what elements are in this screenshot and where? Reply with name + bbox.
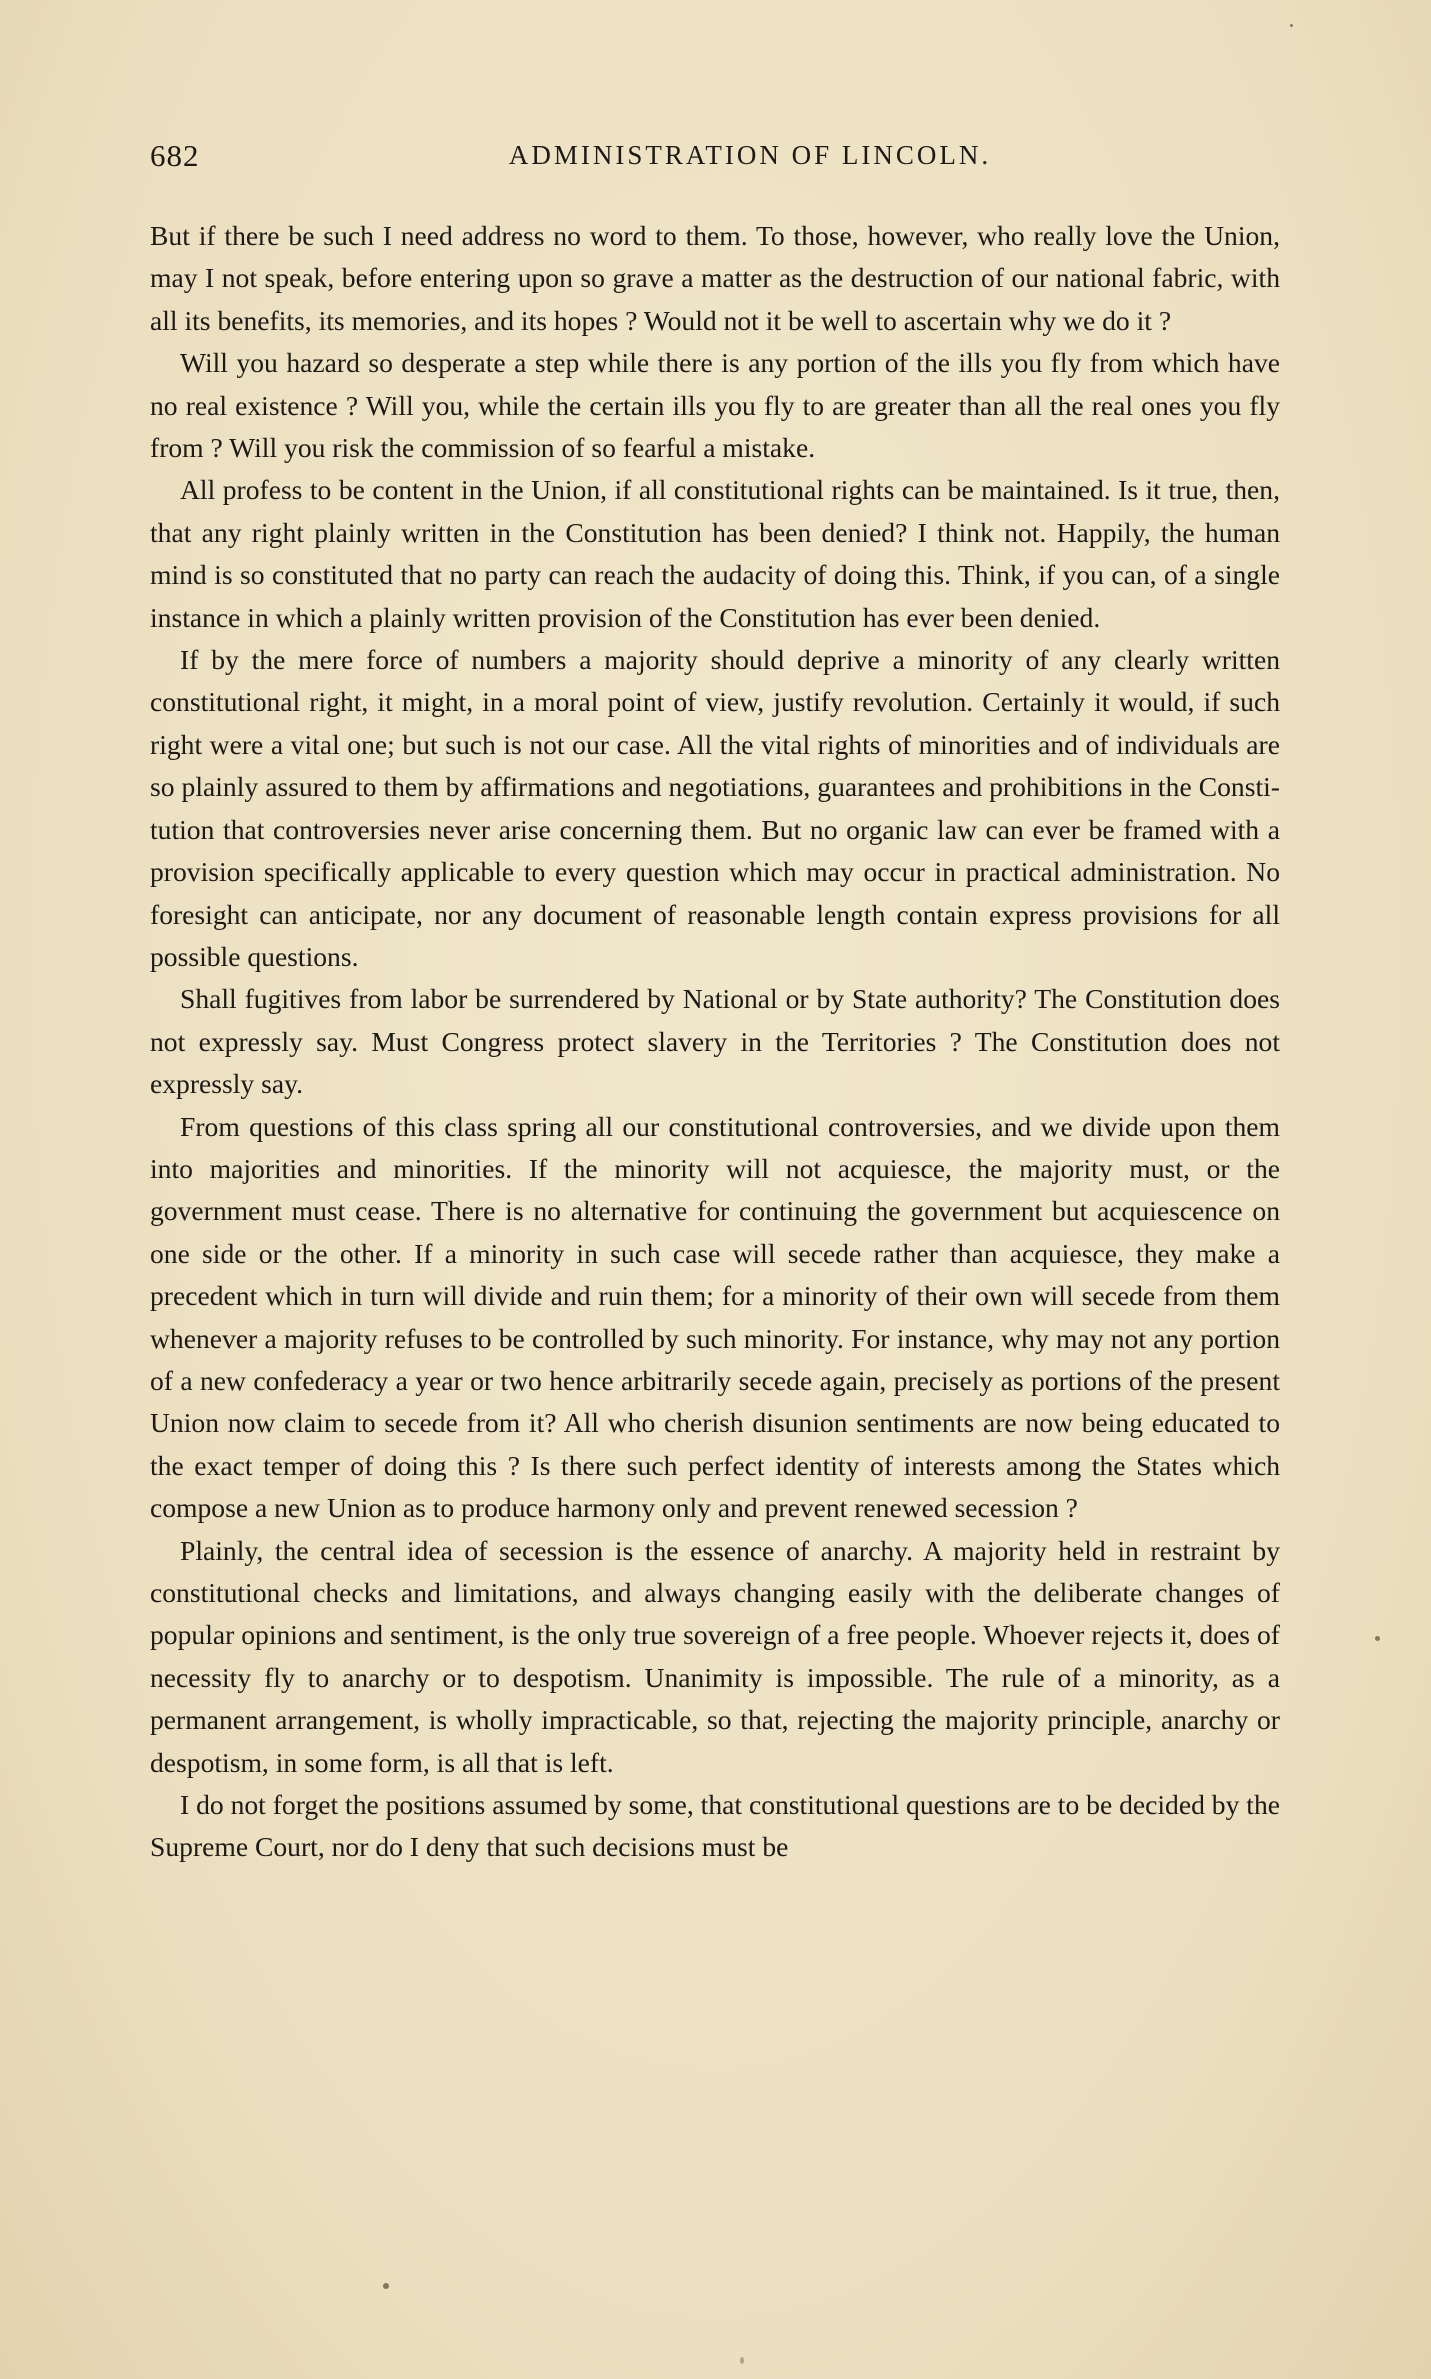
paragraph-4: If by the mere force of numbers a majority should deprive a minority of any clearly written constitutional right, it might, in a moral point of view, justify revolution. Certainly it would, if such right were a vital one; but such is not our case. All the vital rights of minorities and of individuals are so plainly assured to them by affirmations and negotiations, guarantees and prohibitions in the Constitution that controversies never arise concerning them. But no organic law can ever be framed with a provision specifically applicable to every question which may occur in practical administration. No foresight can anticipate, nor any document of reasonable length contain express provisions for all possible questions. [150, 644, 1280, 972]
running-head: ADMINISTRATION OF LINCOLN. [508, 140, 992, 170]
paragraph-3: All profess to be content in the Union, if all constitutional rights can be maintained. Is it true, then, that any right plainly written in the Constitution has been denied? I think not. Happily, the human mind is so constituted that no party can reach the audacity of doing this. Think, if you can, of a single instance in which a plainly written provision of the Constitution has ever been denied. [150, 474, 1280, 633]
body-text [150, 215, 1280, 1869]
paragraph-1: But if there be such I need address no word to them. To those, however, who really love the Union, may I not speak, before entering upon so grave a matter as the destruction of our national fabric, with all its benefits, its memories, and its hopes ? Would not it be well to ascertain why we do it ? [150, 220, 1280, 336]
paragraph-2: Will you hazard so desperate a step while there is any portion of the ills you fly from which have no real existence ? Will you, while the certain ills you fly to are greater than all the real ones you fly from ? Will you risk the commission of so fearful a mistake. [150, 347, 1280, 464]
ink-speck [1375, 1636, 1380, 1641]
paragraph-6: From questions of this class spring all our constitutional controversies, and we divide upon them into majorities and minorities. If the minority will not acquiesce, the majority must, or the government must cease. There is no alternative for continuing the government but acquiescence on one side or the other. If a minority in such case will secede rather than acquiesce, they make a precedent which in turn will divide and ruin them; for a minority of their own will secede from them whenever a majority refuses to be controlled by such minority. For instance, why may not any portion of a new confederacy a year or two hence arbitrarily secede again, precisely as portions of the present Union now claim to secede from it? All who cherish disunion sentiments are now being educated to the exact temper of doing this ? Is there such perfect identity of interests among the States which compose a new Union as to produce harmony only and prevent renewed secession ? [150, 1110, 1280, 1524]
paragraph-8: I do not forget the positions assumed by some, that constitutional questions are to be decided by the Supreme Court, nor do I deny that such decisions must be [150, 1789, 1280, 1863]
ink-speck [1290, 24, 1293, 27]
ink-speck [740, 2357, 744, 2364]
page-number: 682 [150, 138, 200, 173]
ink-speck [383, 2283, 389, 2289]
paragraph-7: Plainly, the central idea of secession is the essence of anarchy. A majority held in restraint by constitutional checks and limitations, and always changing easily with the deliberate changes of popular opinions and sentiment, is the only true sovereign of a free people. Whoever rejects it, does of necessity fly to anarchy or to despotism. Unanimity is impossible. The rule of a minority, as a permanent arrangement, is wholly impracticable, so that, rejecting the majority principle, anarchy or despotism, in some form, is all that is left. [150, 1534, 1280, 1778]
page-header [150, 138, 1290, 178]
paragraph-5: Shall fugitives from labor be surrendered by National or by State authority? The Constitution does not expressly say. Must Congress protect slavery in the Territories ? The Constitution does not expressly say. [150, 983, 1280, 1100]
